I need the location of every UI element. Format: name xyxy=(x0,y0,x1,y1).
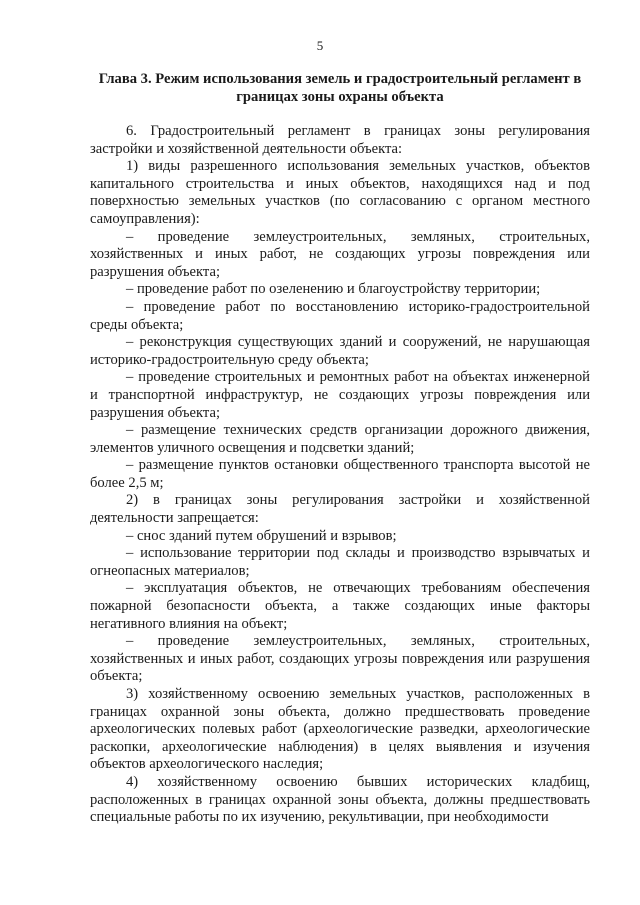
list-item: – снос зданий путем обрушений и взрывов; xyxy=(126,527,397,544)
page-number: 5 xyxy=(316,38,324,53)
list-item: – размещение пунктов остановки общественного транспорта высотой не более 2,5 м; xyxy=(90,457,590,491)
list-item: – проведение землеустроительных, земляных, строительных, хозяйственных и иных работ, создающих угрозы повреждения или разрушения объекта; xyxy=(90,633,590,685)
list-item: – проведение землеустроительных, земляных, строительных, хозяйственных и иных работ, не создающих угрозы повреждения или разрушения объекта; xyxy=(90,228,590,280)
paragraph: 1) виды разрешенного использования земельных участков, объектов капитального строительства и иных объектов, находящихся над и под поверхностью земельных участков (по согласованию с органом местного самоуправления): xyxy=(90,158,590,227)
chapter-heading: Глава 3. Режим использования земель и градостроительный регламент в границах зоны охраны объекта xyxy=(98,71,582,105)
paragraph: 6. Градостроительный регламент в границах зоны регулирования застройки и хозяйственной деятельности объекта: xyxy=(90,123,590,157)
document-body xyxy=(90,123,590,827)
list-item: – реконструкция существующих зданий и сооружений, не нарушающая историко-градостроительную среду объекта; xyxy=(90,334,590,368)
list-item: – проведение строительных и ремонтных работ на объектах инженерной и транспортной инфраструктур, не создающих угрозы повреждения или разрушения объекта; xyxy=(90,369,590,421)
list-item: – использование территории под склады и производство взрывчатых и огнеопасных материалов; xyxy=(90,545,590,579)
list-item: – проведение работ по озеленению и благоустройству территории; xyxy=(126,281,541,298)
paragraph: 2) в границах зоны регулирования застройки и хозяйственной деятельности запрещается: xyxy=(90,492,590,527)
list-item: – размещение технических средств организации дорожного движения, элементов уличного освещения и подсветки зданий; xyxy=(90,422,590,456)
paragraph: 3) хозяйственному освоению земельных участков, расположенных в границах охранной зоны объекта, должно предшествовать проведение археологических полевых работ (археологические разведки, археологические раскопки, археологические наблюдения) в целях выявления и изучения объектов археологического наследия; xyxy=(90,686,590,773)
paragraph: 4) хозяйственному освоению бывших исторических кладбищ, расположенных в границах охранной зоны объекта, должны предшествовать специальные работы по их изучению, рекультивации, при необходимости xyxy=(90,773,590,826)
list-item: – проведение работ по восстановлению историко-градостроительной среды объекта; xyxy=(90,298,590,333)
list-item: – эксплуатация объектов, не отвечающих требованиям обеспечения пожарной безопасности объекта, а также создающих иные факторы негативного влияния на объект; xyxy=(90,580,590,632)
